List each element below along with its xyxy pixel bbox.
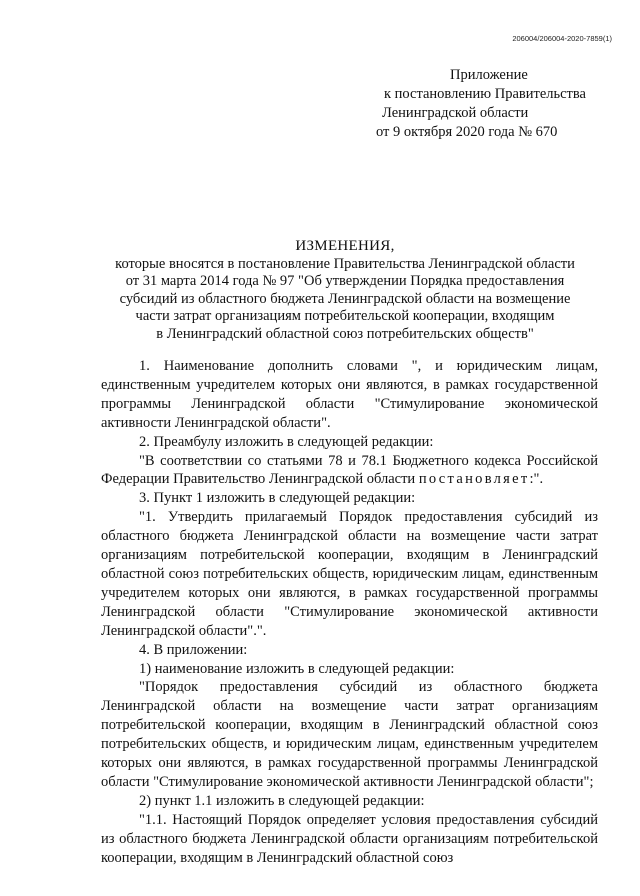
title-line: которые вносятся в постановление Правительства Ленинградской области xyxy=(115,255,575,272)
paragraph: 1. Наименование дополнить словами ", и юридическим лицам, единственным учредителем которых они являются, в рамках государственной программы Ленинградской области "Стимулирование экономической активности Ленинградской области". xyxy=(101,358,598,431)
document-id: 206004/206004-2020-7859(1) xyxy=(512,34,612,43)
paragraph: 2. Преамбулу изложить в следующей редакции: xyxy=(139,433,434,450)
appendix-line: к постановлению Правительства xyxy=(384,86,586,102)
paragraph: "1.1. Настоящий Порядок определяет условия предоставления субсидий из областного бюджета Ленинградской области организациям потребительской кооперации, входящим в Ленинградский областной союз xyxy=(101,811,598,866)
spaced-word: постановляет xyxy=(418,471,530,488)
paragraph: 4. В приложении: xyxy=(139,641,248,658)
paragraph: 3. Пункт 1 изложить в следующей редакции: xyxy=(139,490,416,507)
document-title xyxy=(95,238,595,343)
title-line: части затрат организациям потребительской кооперации, входящим xyxy=(135,308,555,324)
appendix-header xyxy=(376,66,586,142)
title-line: в Ленинградский областной союз потребительских обществ" xyxy=(156,325,534,342)
paragraph xyxy=(101,452,598,490)
paragraph: "1. Утвердить прилагаемый Порядок предоставления субсидий из областного бюджета Ленинградской области на возмещение части затрат организациям потребительской кооперации, входящим в Ленинградский областной союз потребительских обществ, юридическим лицам, единственным учредителем которых они являются, в рамках государственной программы Ленинградской области "Стимулирование экономической активности Ленинградской области".". xyxy=(101,509,598,639)
appendix-line: Приложение xyxy=(450,67,528,83)
document-body xyxy=(101,357,598,867)
paragraph: 1) наименование изложить в следующей редакции: xyxy=(139,660,455,677)
paragraph: "Порядок предоставления субсидий из областного бюджета Ленинградской области на возмещение части затрат организациям потребительской кооперации, входящим в Ленинградский областной союз потребительских обществ, и юридическим лицам, единственным учредителем которых они являются, в рамках государственной программы Ленинградской области "Стимулирование экономической активности Ленинградской области"; xyxy=(101,679,598,790)
appendix-line: от 9 октября 2020 года № 670 xyxy=(376,124,558,140)
appendix-line: Ленинградской области xyxy=(382,105,529,121)
title-line: субсидий из областного бюджета Ленинградской области на возмещение xyxy=(119,290,571,307)
title-line: от 31 марта 2014 года № 97 "Об утверждении Порядка предоставления xyxy=(125,273,565,289)
paragraph-text: "В соответствии со статьями 78 и 78.1 Бюджетного кодекса Российской Федерации Правительство Ленинградской области xyxy=(101,452,598,488)
title-heading: ИЗМЕНЕНИЯ, xyxy=(295,238,395,254)
paragraph-text: :". xyxy=(529,471,544,488)
paragraph: 2) пункт 1.1 изложить в следующей редакции: xyxy=(139,792,425,809)
